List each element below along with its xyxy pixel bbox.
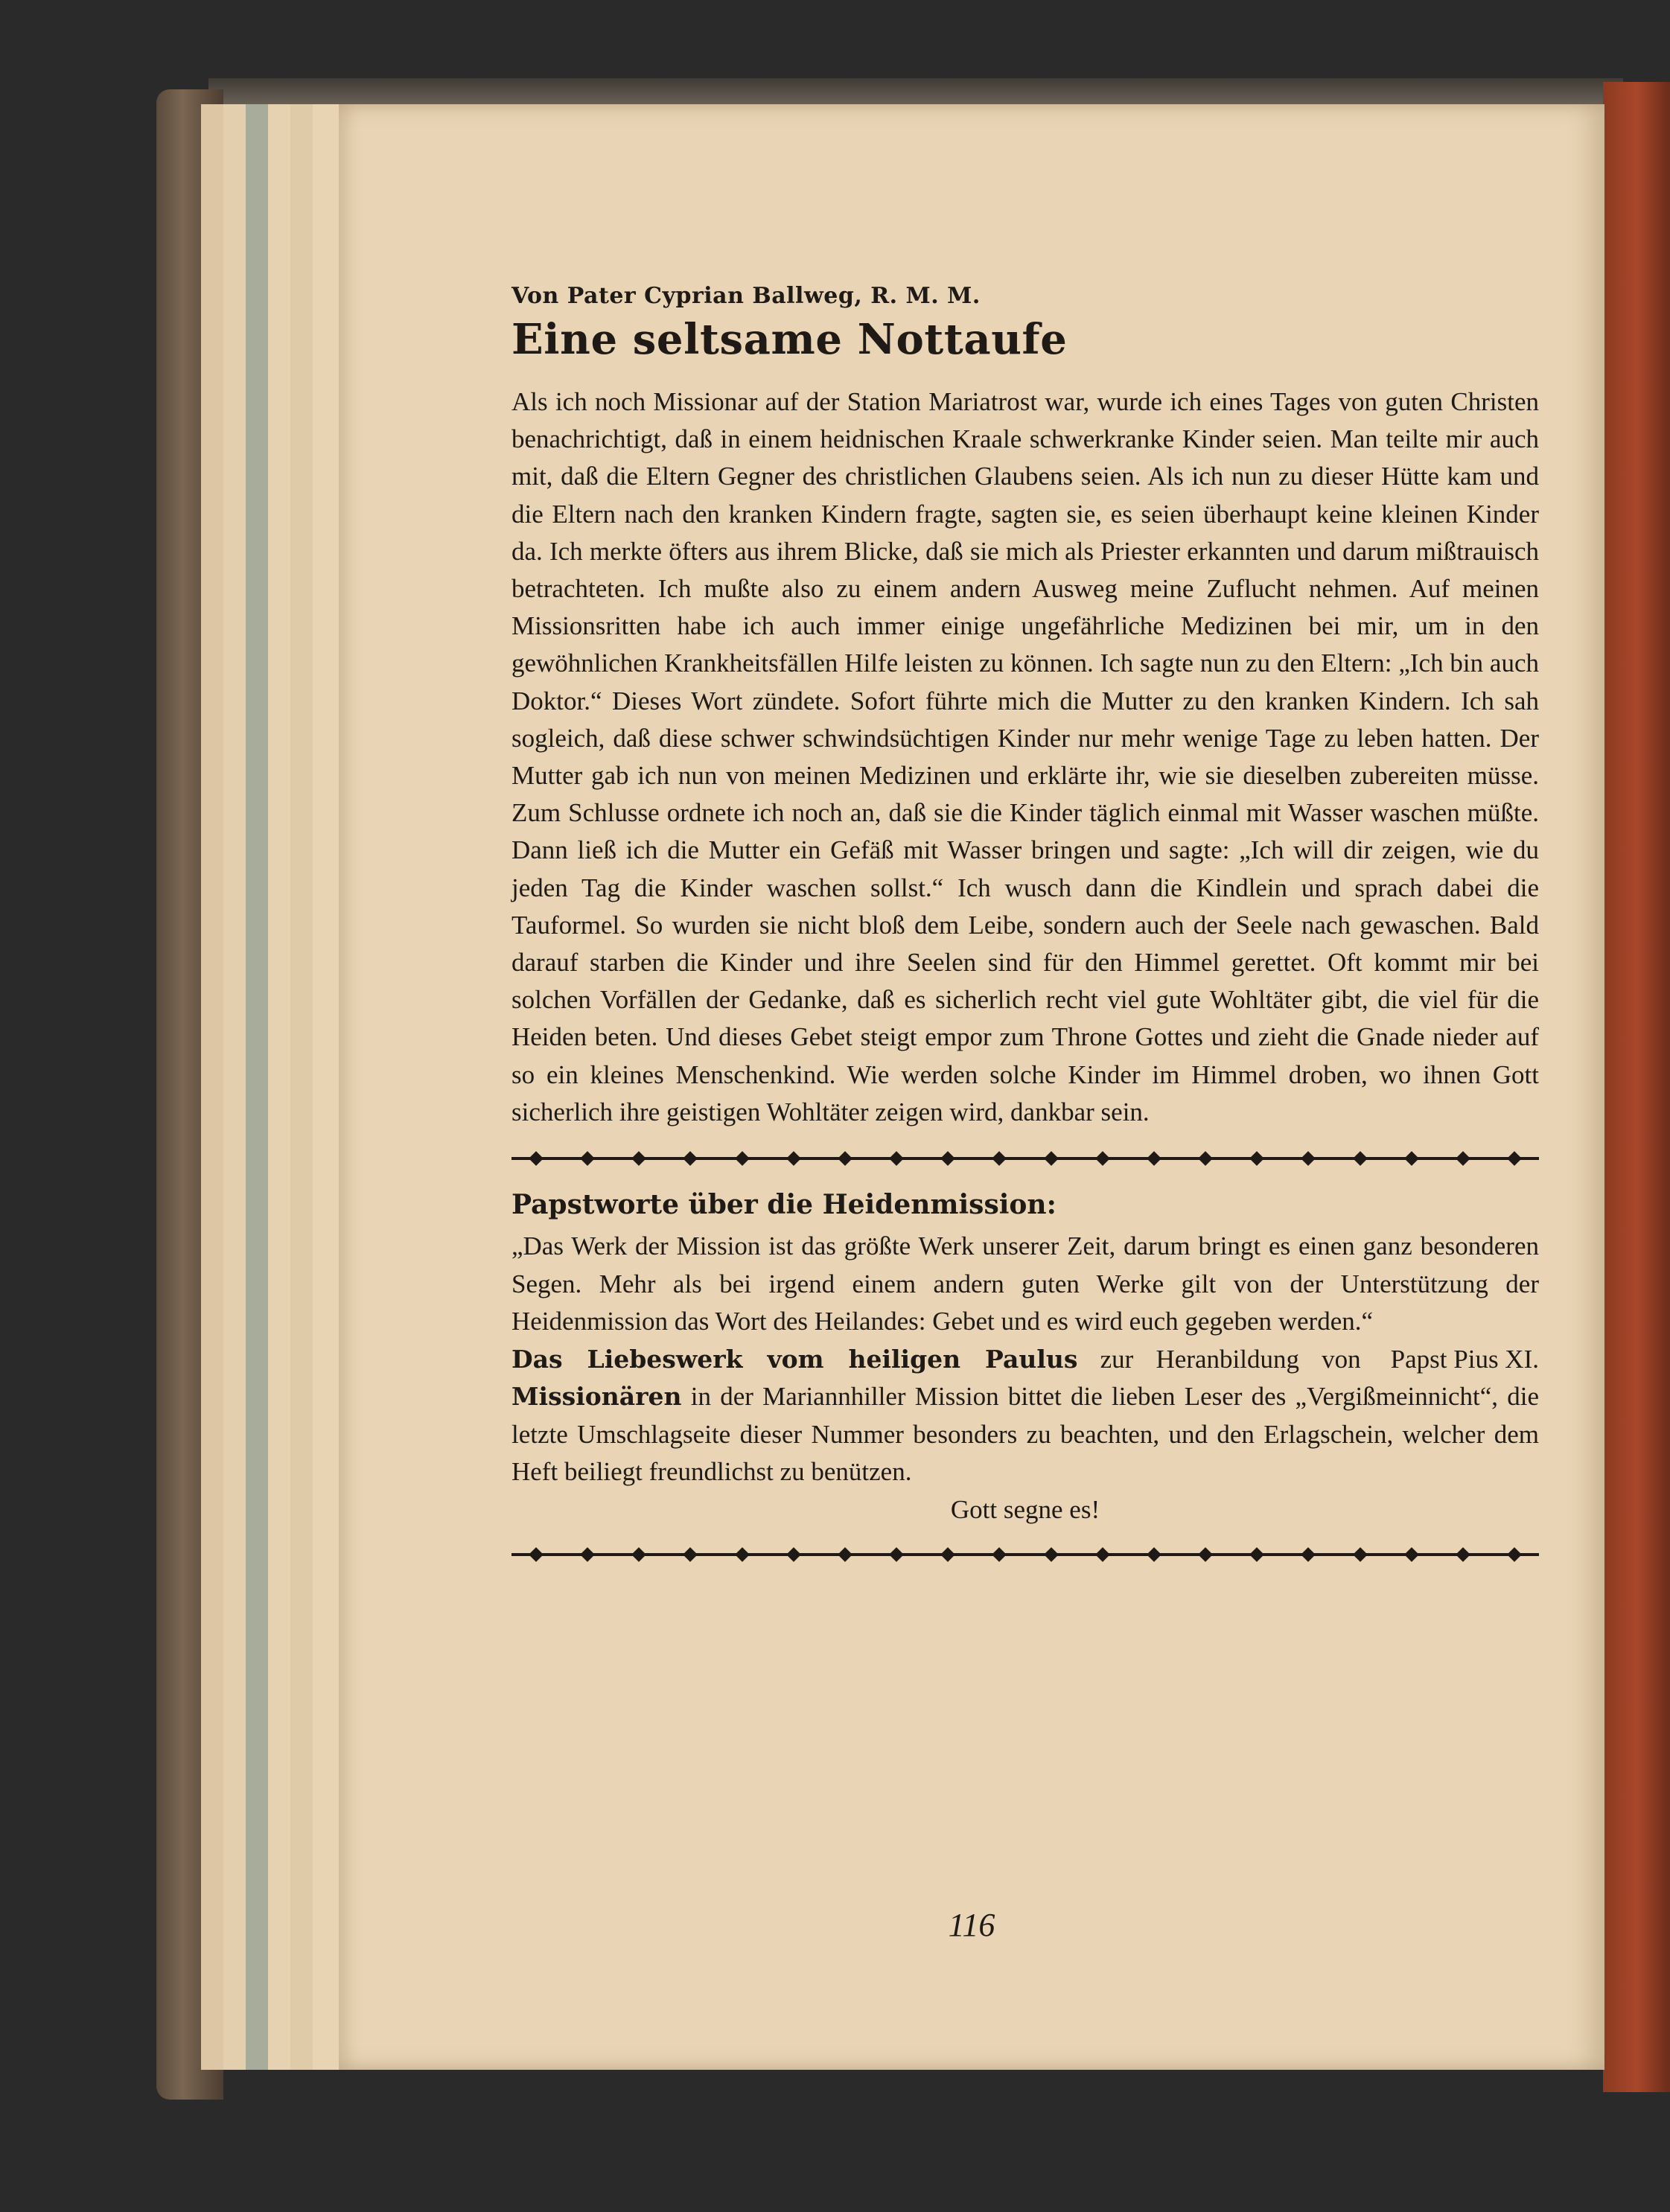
appeal-mid: zur Heranbildung von [1077, 1344, 1361, 1374]
section-heading: Papstworte über die Heidenmission: [511, 1189, 1057, 1221]
book-page [339, 104, 1604, 2070]
book-binding-top [208, 78, 1623, 108]
ornamental-divider [511, 1153, 1539, 1164]
appeal-rest: in der Mariannhiller Mission bittet die lieben Leser des „Vergißmeinnicht“, die letzte Umschlagseite dieser Nummer besonders zu beachten, und den Erlagschein, welcher dem Heft beiliegt freundlichst zu benützen. [511, 1382, 1539, 1487]
page-edge [246, 104, 270, 2070]
article-title: Eine seltsame Nottaufe [511, 315, 1068, 364]
appeal-bold: Missionären [511, 1382, 682, 1412]
page-number: 116 [948, 1907, 995, 1943]
ornamental-divider [511, 1549, 1539, 1560]
page-edge [223, 104, 247, 2070]
page-body [511, 283, 1539, 1585]
appeal-lead: Das Liebeswerk vom heiligen Paulus [511, 1344, 1078, 1374]
closing-blessing: Gott segne es! [950, 1494, 1100, 1524]
quote-signature: Papst Pius XI. [1390, 1344, 1539, 1374]
page-edge [201, 104, 225, 2070]
byline: Von Pater Cyprian Ballweg, R. M. M. [511, 283, 981, 309]
article-text: Als ich noch Missionar auf der Station Mariatrost war, wurde ich eines Tages von guten Christen benachrichtigt, daß in einem heidnischen Kraale schwerkranke Kinder seien. Man teilte mir auch mit, daß die Eltern Gegner des christlichen Glaubens seien. Als ich nun zu dieser Hütte kam und die Eltern nach den kranken Kindern fragte, sagten sie, es seien überhaupt keine kleinen Kinder da. Ich merkte öfters aus ihrem Blicke, daß sie mich als Priester erkannten und darum mißtrauisch betrachteten. Ich mußte also zu einem andern Ausweg meine Zuflucht nehmen. Auf meinen Missionsritten habe ich auch immer einige ungefährliche Medizinen bei mir, um in den gewöhnlichen Krankheitsfällen Hilfe leisten zu können. Ich sagte nun zu den Eltern: „Ich bin auch Doktor.“ Dieses Wort zündete. Sofort führte mich die Mutter zu den kranken Kindern. Ich sah sogleich, daß diese schwer schwindsüchtigen Kinder nur mehr wenige Tage zu leben hatten. Der Mutter gab ich nun von meinen Medizinen und erklärte ihr, wie sie dieselben zubereiten müsse. Zum Schlusse ordnete ich noch an, daß sie die Kinder täglich einmal mit Wasser waschen müßte. Dann ließ ich die Mutter ein Gefäß mit Wasser bringen und sagte: „Ich will dir zeigen, wie du jeden Tag die Kinder waschen sollst.“ Ich wusch dann die Kindlein und sprach dabei die Tauformel. So wurden sie nicht bloß dem Leibe, sondern auch der Seele nach gewaschen. Bald darauf starben die Kinder und ihre Seelen sind für den Himmel gerettet. Oft kommt mir bei solchen Vorfällen der Gedanke, daß es sicherlich recht viel gute Wohltäter gibt, die viel für die Heiden beten. Und dieses Gebet steigt empor zum Throne Gottes und zieht die Gnade nieder auf so ein kleines Menschenkind. Wie werden solche Kinder im Himmel droben, wo ihnen Gott sicherlich ihre geistigen Wohltäter zeigen wird, dankbar sein. [511, 387, 1539, 1126]
page-edge [313, 104, 340, 2070]
appeal-text [511, 1341, 1539, 1491]
book-binding-right [1603, 82, 1670, 2092]
quote-text: „Das Werk der Mission ist das größte Werk unserer Zeit, darum bringt es einen ganz besonderen Segen. Mehr als bei irgend einem andern guten Werke gilt von der Unterstützung der Heidenmission das Wort des Heilandes: Gebet und es wird euch gegeben werden.“ [511, 1231, 1539, 1336]
page-edge [290, 104, 314, 2070]
page-edge [268, 104, 292, 2070]
